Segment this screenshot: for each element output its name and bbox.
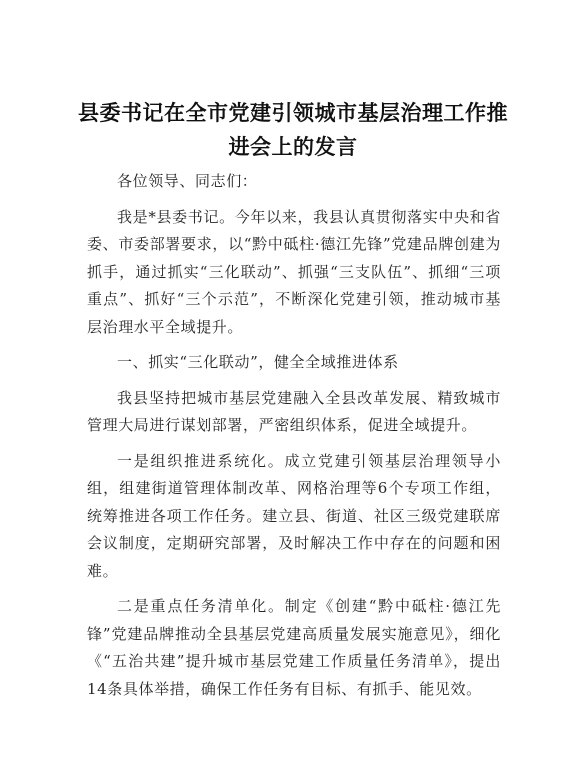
- section-paragraph: 我县坚持把城市基层党建融入全县改革发展、精致城市管理大局进行谋划部署，严密组织体系，促进全域提升。: [87, 388, 501, 434]
- point-paragraph-2: 二是重点任务清单化。制定《创建“黔中砥柱·德江先锋”党建品牌推动全县基层党建高质量发展实施意见》，细化《“五治共建”提升城市基层党建工作质量任务清单》，提出14条具体举措，确保工作任务有目标、有抓手、能见效。: [87, 597, 501, 698]
- title-line-1: 县委书记在全市党建引领城市基层治理工作推: [78, 101, 508, 125]
- document-title: [73, 96, 513, 164]
- title-line-2: 进会上的发言: [228, 135, 358, 159]
- salutation-paragraph: 各位领导、同志们：: [117, 172, 258, 190]
- point-paragraph-1: 一是组织推进系统化。成立党建引领基层治理领导小组，组建街道管理体制改革、网格治理等6个专项工作组，统筹推进各项工作任务。建立县、街道、社区三级党建联席会议制度，定期研究部署，及时解决工作中存在的问题和困难。: [87, 451, 501, 580]
- document-body: [87, 168, 501, 711]
- intro-paragraph: 我是*县委书记。今年以来，我县认真贯彻落实中央和省委、市委部署要求，以“黔中砥柱·德江先锋”党建品牌创建为抓手，通过抓实“三化联动”、抓强“三支队伍”、抓细“三项重点”、抓好“三个示范”，不断深化党建引领，推动城市基层治理水平全域提升。: [87, 207, 501, 336]
- section-heading: 一、抓实“三化联动”，健全全域推进体系: [117, 353, 399, 371]
